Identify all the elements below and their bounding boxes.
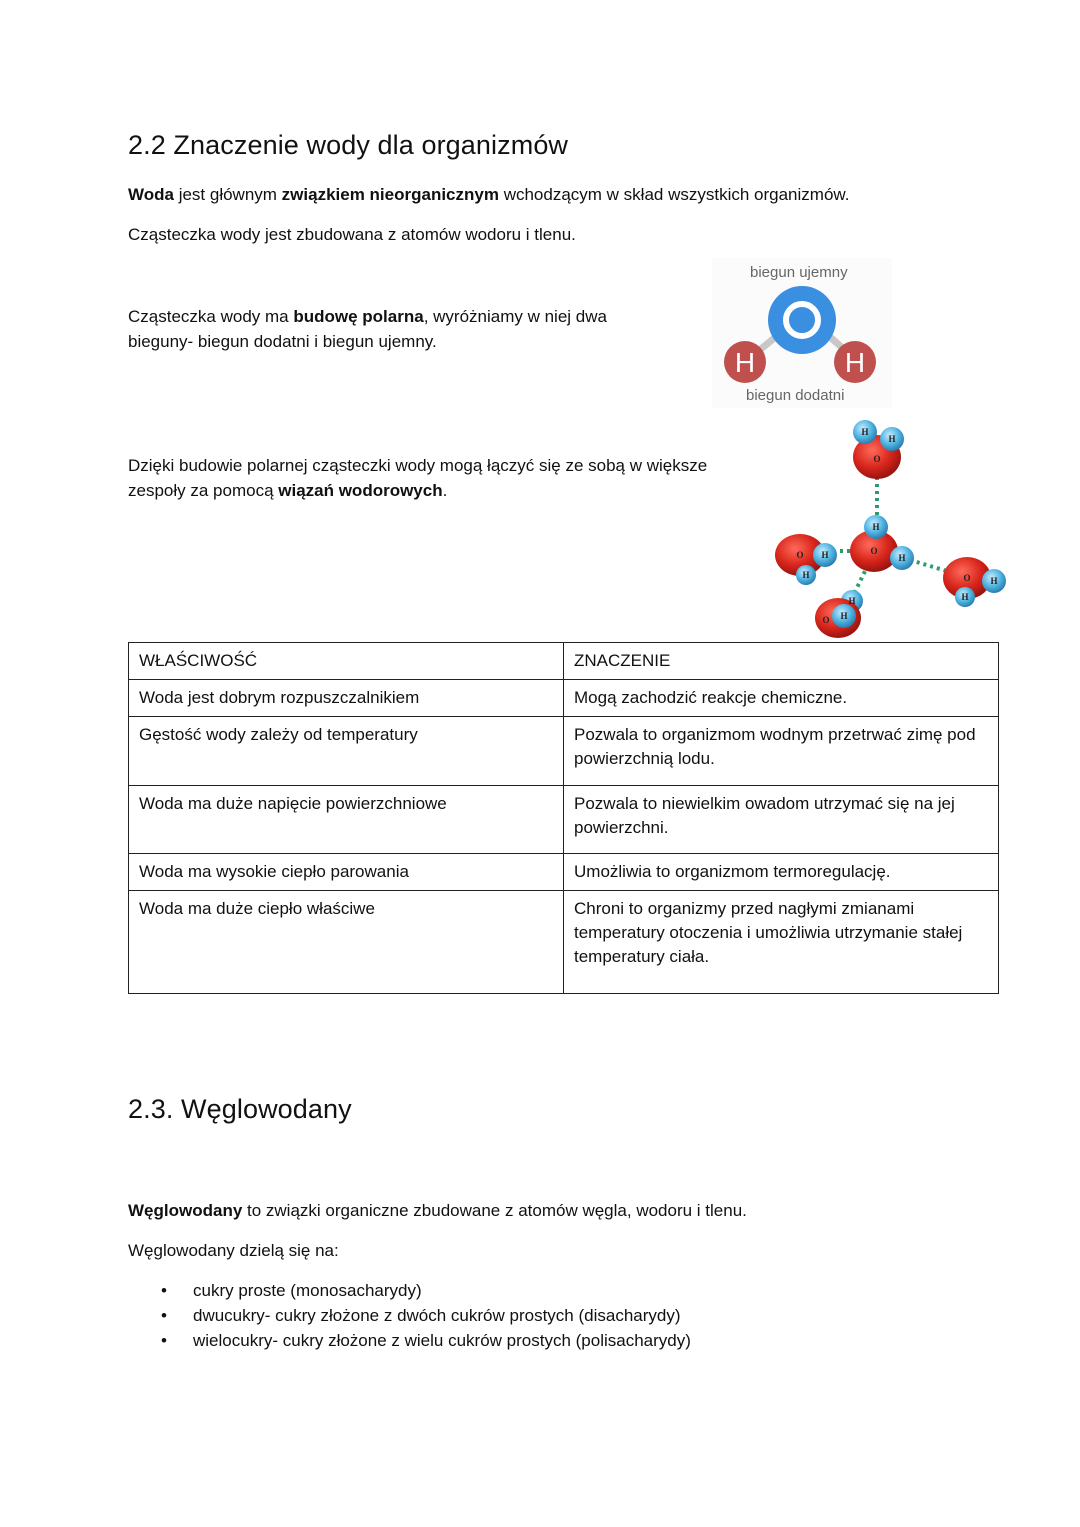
table-row xyxy=(129,680,999,717)
cell-property: Woda ma wysokie ciepło parowania xyxy=(129,854,564,891)
list-item-text: dwucukry- cukry złożone z dwóch cukrów prostych (disacharydy) xyxy=(193,1306,681,1325)
cell-meaning: Umożliwia to organizmom termoregulację. xyxy=(564,854,999,891)
water-molecule-icon xyxy=(712,258,892,408)
column-header-property: WŁAŚCIWOŚĆ xyxy=(129,643,564,680)
label-positive-pole: biegun dodatni xyxy=(746,387,845,404)
section-title-water: 2.2 Znaczenie wody dla organizmów xyxy=(128,130,569,160)
svg-text:O: O xyxy=(963,573,971,583)
list-item xyxy=(128,1278,691,1303)
text: jest głównym xyxy=(173,185,282,204)
list-item-text: wielocukry- cukry złożone z wielu cukrów prostych (polisacharydy) xyxy=(193,1331,691,1350)
cell-property: Woda jest dobrym rozpuszczalnikiem xyxy=(129,680,564,717)
list-item xyxy=(128,1328,691,1353)
column-header-meaning: ZNACZENIE xyxy=(564,643,999,680)
text: wchodzącym w skład wszystkich organizmów. xyxy=(498,185,850,204)
cell-property: Woda ma duże ciepło właściwe xyxy=(129,891,564,994)
svg-text:H: H xyxy=(872,522,880,532)
list-item xyxy=(128,1303,691,1328)
cell-property: Woda ma duże napięcie powierzchniowe xyxy=(129,786,564,854)
text: Cząsteczka wody ma xyxy=(128,307,294,326)
bold-term: Woda xyxy=(128,185,174,204)
svg-text:H: H xyxy=(840,611,848,621)
cell-meaning: Mogą zachodzić reakcje chemiczne. xyxy=(564,680,999,717)
bold-term: związkiem nieorganicznym xyxy=(281,185,499,204)
text: to związki organiczne zbudowane z atomów węgla, wodoru i tlenu. xyxy=(242,1201,747,1220)
bold-term: wiązań wodorowych xyxy=(278,481,443,500)
cell-property: Gęstość wody zależy od temperatury xyxy=(129,717,564,786)
section-title-carbohydrates: 2.3. Węglowodany xyxy=(128,1094,352,1124)
svg-text:H: H xyxy=(888,434,896,444)
table-row xyxy=(129,891,999,994)
hydrogen-bonds-figure xyxy=(760,415,1020,645)
paragraph-water-intro xyxy=(128,182,849,207)
svg-text:H: H xyxy=(734,347,756,378)
svg-text:H: H xyxy=(844,347,866,378)
label-negative-pole: biegun ujemny xyxy=(750,264,848,281)
cell-meaning: Pozwala to niewielkim owadom utrzymać się na jej powierzchni. xyxy=(564,786,999,854)
svg-text:O: O xyxy=(822,615,830,625)
paragraph-hydrogen-bonds xyxy=(128,453,768,503)
table-header-row xyxy=(129,643,999,680)
svg-text:O: O xyxy=(873,454,881,464)
svg-text:H: H xyxy=(990,576,998,586)
cell-meaning: Chroni to organizmy przed nagłymi zmianami temperatury otoczenia i umożliwia utrzymanie stałej temperatury ciała. xyxy=(564,891,999,994)
polar-molecule-figure xyxy=(712,258,892,408)
bullet-icon: • xyxy=(161,1281,167,1300)
table-row xyxy=(129,717,999,786)
svg-text:H: H xyxy=(848,596,856,606)
bold-term: Węglowodany xyxy=(128,1201,243,1220)
carbohydrate-types-list xyxy=(128,1278,691,1353)
paragraph-polarity xyxy=(128,304,688,354)
svg-text:H: H xyxy=(961,592,969,602)
text: , wyróżniamy w niej dwa xyxy=(423,307,607,326)
table-row xyxy=(129,786,999,854)
svg-text:H: H xyxy=(802,570,810,580)
svg-text:H: H xyxy=(861,427,869,437)
svg-text:H: H xyxy=(821,550,829,560)
paragraph-water-composition: Cząsteczka wody jest zbudowana z atomów wodoru i tlenu. xyxy=(128,225,576,244)
cell-meaning: Pozwala to organizmom wodnym przetrwać zimę pod powierzchnią lodu. xyxy=(564,717,999,786)
bold-term: budowę polarna xyxy=(293,307,424,326)
list-item-text: cukry proste (monosacharydy) xyxy=(193,1281,422,1300)
water-properties-table xyxy=(128,642,999,994)
bullet-icon: • xyxy=(161,1331,167,1350)
svg-text:O: O xyxy=(870,546,878,556)
paragraph-carbohydrates-types: Węglowodany dzielą się na: xyxy=(128,1241,339,1260)
bullet-icon: • xyxy=(161,1306,167,1325)
text: zespoły za pomocą xyxy=(128,481,279,500)
paragraph-carbohydrates-definition xyxy=(128,1198,747,1223)
text: bieguny- biegun dodatni i biegun ujemny. xyxy=(128,332,437,351)
svg-text:O: O xyxy=(796,550,804,560)
table-row xyxy=(129,854,999,891)
text: . xyxy=(442,481,448,500)
text: Dzięki budowie polarnej cząsteczki wody mogą łączyć się ze sobą w większe xyxy=(128,456,708,475)
svg-text:H: H xyxy=(898,553,906,563)
